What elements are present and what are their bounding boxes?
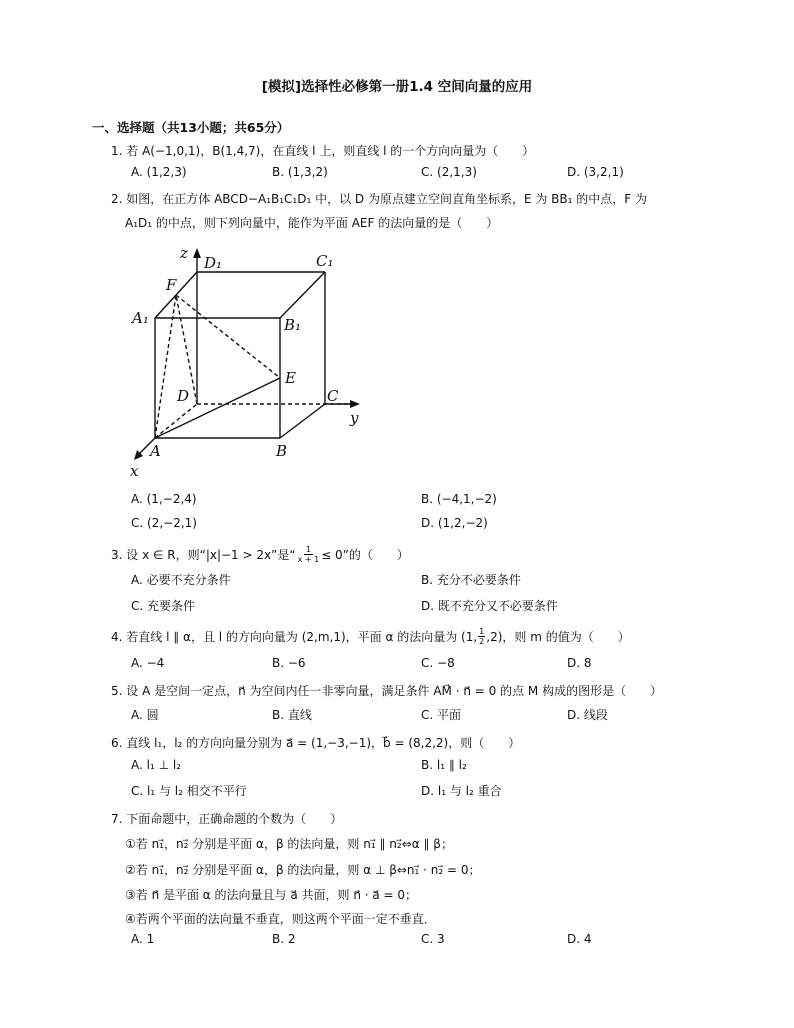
- label-f: F: [166, 276, 177, 294]
- q1-option-d: D. (3,2,1): [567, 165, 624, 179]
- y-axis-arrow: [350, 400, 360, 408]
- q4-stem-suffix: ,2)，则 m 的值为（ ）: [486, 630, 630, 644]
- q1-option-c: C. (2,1,3): [421, 165, 477, 179]
- q7-item-1: ①若 n₁⃗，n₂⃗ 分别是平面 α，β 的法向量，则 n₁⃗ ∥ n₂⃗⇔α ∥ β；: [125, 837, 453, 851]
- q3-option-c: C. 充要条件: [131, 599, 196, 613]
- label-c: C: [327, 387, 339, 405]
- q5-option-d: D. 线段: [567, 708, 608, 722]
- label-y: y: [350, 409, 359, 427]
- q7-item-4: ④若两个平面的法向量不垂直，则这两个平面一定不垂直．: [125, 912, 436, 926]
- question-2-stem-line2: A₁D₁ 的中点，则下列向量中，能作为平面 AEF 的法向量的是（ ）: [125, 216, 499, 230]
- segment-a-e: [155, 378, 280, 438]
- q5-option-a: A. 圆: [131, 708, 159, 722]
- q4-option-c: C. −8: [421, 656, 455, 670]
- question-7-stem: 7. 下面命题中，正确命题的个数为（ ）: [111, 812, 343, 826]
- q6-option-a: A. l₁ ⊥ l₂: [131, 758, 181, 772]
- q3-frac-num: 1: [305, 545, 311, 554]
- q3-option-a: A. 必要不充分条件: [131, 573, 231, 587]
- q3-option-b: B. 充分不必要条件: [421, 573, 521, 587]
- label-d: D: [177, 387, 190, 405]
- q2-option-b: B. (−4,1,−2): [421, 492, 497, 506]
- question-6-stem: 6. 直线 l₁，l₂ 的方向向量分别为 a⃗ = (1,−3,−1)，b⃗ = (8,2,2)，则（ ）: [111, 736, 521, 750]
- z-axis-arrow: [193, 248, 201, 258]
- edge-b-c: [280, 404, 325, 438]
- section-heading: 一、选择题（共13小题；共65分）: [92, 120, 290, 135]
- q6-option-b: B. l₁ ∥ l₂: [421, 758, 467, 772]
- q4-option-b: B. −6: [272, 656, 306, 670]
- question-4-stem: [111, 627, 630, 646]
- q7-item-2: ②若 n₁⃗，n₂⃗ 分别是平面 α，β 的法向量，则 α ⊥ β⇔n₁⃗ · n₂⃗ = 0；: [125, 863, 481, 877]
- q3-stem-prefix: 3. 设 x ∈ R，则“|x|−1 > 2x”是“: [111, 548, 296, 562]
- label-e: E: [285, 369, 296, 387]
- label-z: z: [180, 244, 188, 262]
- q4-option-a: A. −4: [131, 656, 165, 670]
- segment-f-e: [176, 295, 280, 378]
- q6-option-d: D. l₁ 与 l₂ 重合: [421, 784, 502, 798]
- q7-item-3: ③若 n⃗ 是平面 α 的法向量且与 a⃗ 共面，则 n⃗ · a⃗ = 0；: [125, 888, 418, 902]
- q4-fraction: [478, 627, 485, 646]
- question-3-stem: [111, 545, 409, 564]
- q4-frac-den: 2: [479, 637, 485, 646]
- question-5-stem: 5. 设 A 是空间一定点，n⃗ 为空间内任一非零向量，满足条件 AM⃗ · n⃗ = 0 的点 M 构成的图形是（ ）: [111, 684, 663, 698]
- label-d1: D₁: [204, 254, 223, 272]
- q7-option-d: D. 4: [567, 932, 592, 946]
- q2-option-d: D. (1,2,−2): [421, 516, 488, 530]
- q3-stem-suffix: ≤ 0”的（ ）: [321, 548, 409, 562]
- q5-option-b: B. 直线: [272, 708, 312, 722]
- q3-frac-den: x + 1: [297, 555, 320, 564]
- question-2-stem-line1: 2. 如图，在正方体 ABCD−A₁B₁C₁D₁ 中，以 D 为原点建立空间直角坐标系，E 为 BB₁ 的中点，F 为: [111, 192, 647, 206]
- q6-option-c: C. l₁ 与 l₂ 相交不平行: [131, 784, 247, 798]
- edge-b1-c1: [280, 272, 325, 318]
- q2-option-a: A. (1,−2,4): [131, 492, 197, 506]
- label-a: A: [150, 442, 161, 460]
- label-x: x: [130, 462, 139, 480]
- label-a1: A₁: [132, 309, 149, 327]
- q4-frac-num: 1: [479, 627, 485, 636]
- q3-option-d: D. 既不充分又不必要条件: [421, 599, 558, 613]
- q4-option-d: D. 8: [567, 656, 592, 670]
- cube-figure: [120, 238, 370, 483]
- q7-option-a: A. 1: [131, 932, 155, 946]
- q2-option-c: C. (2,−2,1): [131, 516, 197, 530]
- label-b: B: [276, 442, 288, 460]
- segment-a-f: [155, 295, 176, 438]
- page-title: [模拟]选择性必修第一册1.4 空间向量的应用: [261, 79, 533, 95]
- q1-option-a: A. (1,2,3): [131, 165, 187, 179]
- q7-option-c: C. 3: [421, 932, 445, 946]
- label-b1: B₁: [284, 316, 302, 334]
- q1-option-b: B. (1,3,2): [272, 165, 328, 179]
- q4-stem-prefix: 4. 若直线 l ∥ α，且 l 的方向向量为 (2,m,1)，平面 α 的法向量为 (1,: [111, 630, 478, 644]
- q3-fraction: [298, 545, 320, 564]
- question-1-stem: 1. 若 A(−1,0,1)，B(1,4,7)，在直线 l 上，则直线 l 的一个方向向量为（ ）: [111, 144, 535, 158]
- q5-option-c: C. 平面: [421, 708, 462, 722]
- label-c1: C₁: [316, 252, 334, 270]
- q7-option-b: B. 2: [272, 932, 296, 946]
